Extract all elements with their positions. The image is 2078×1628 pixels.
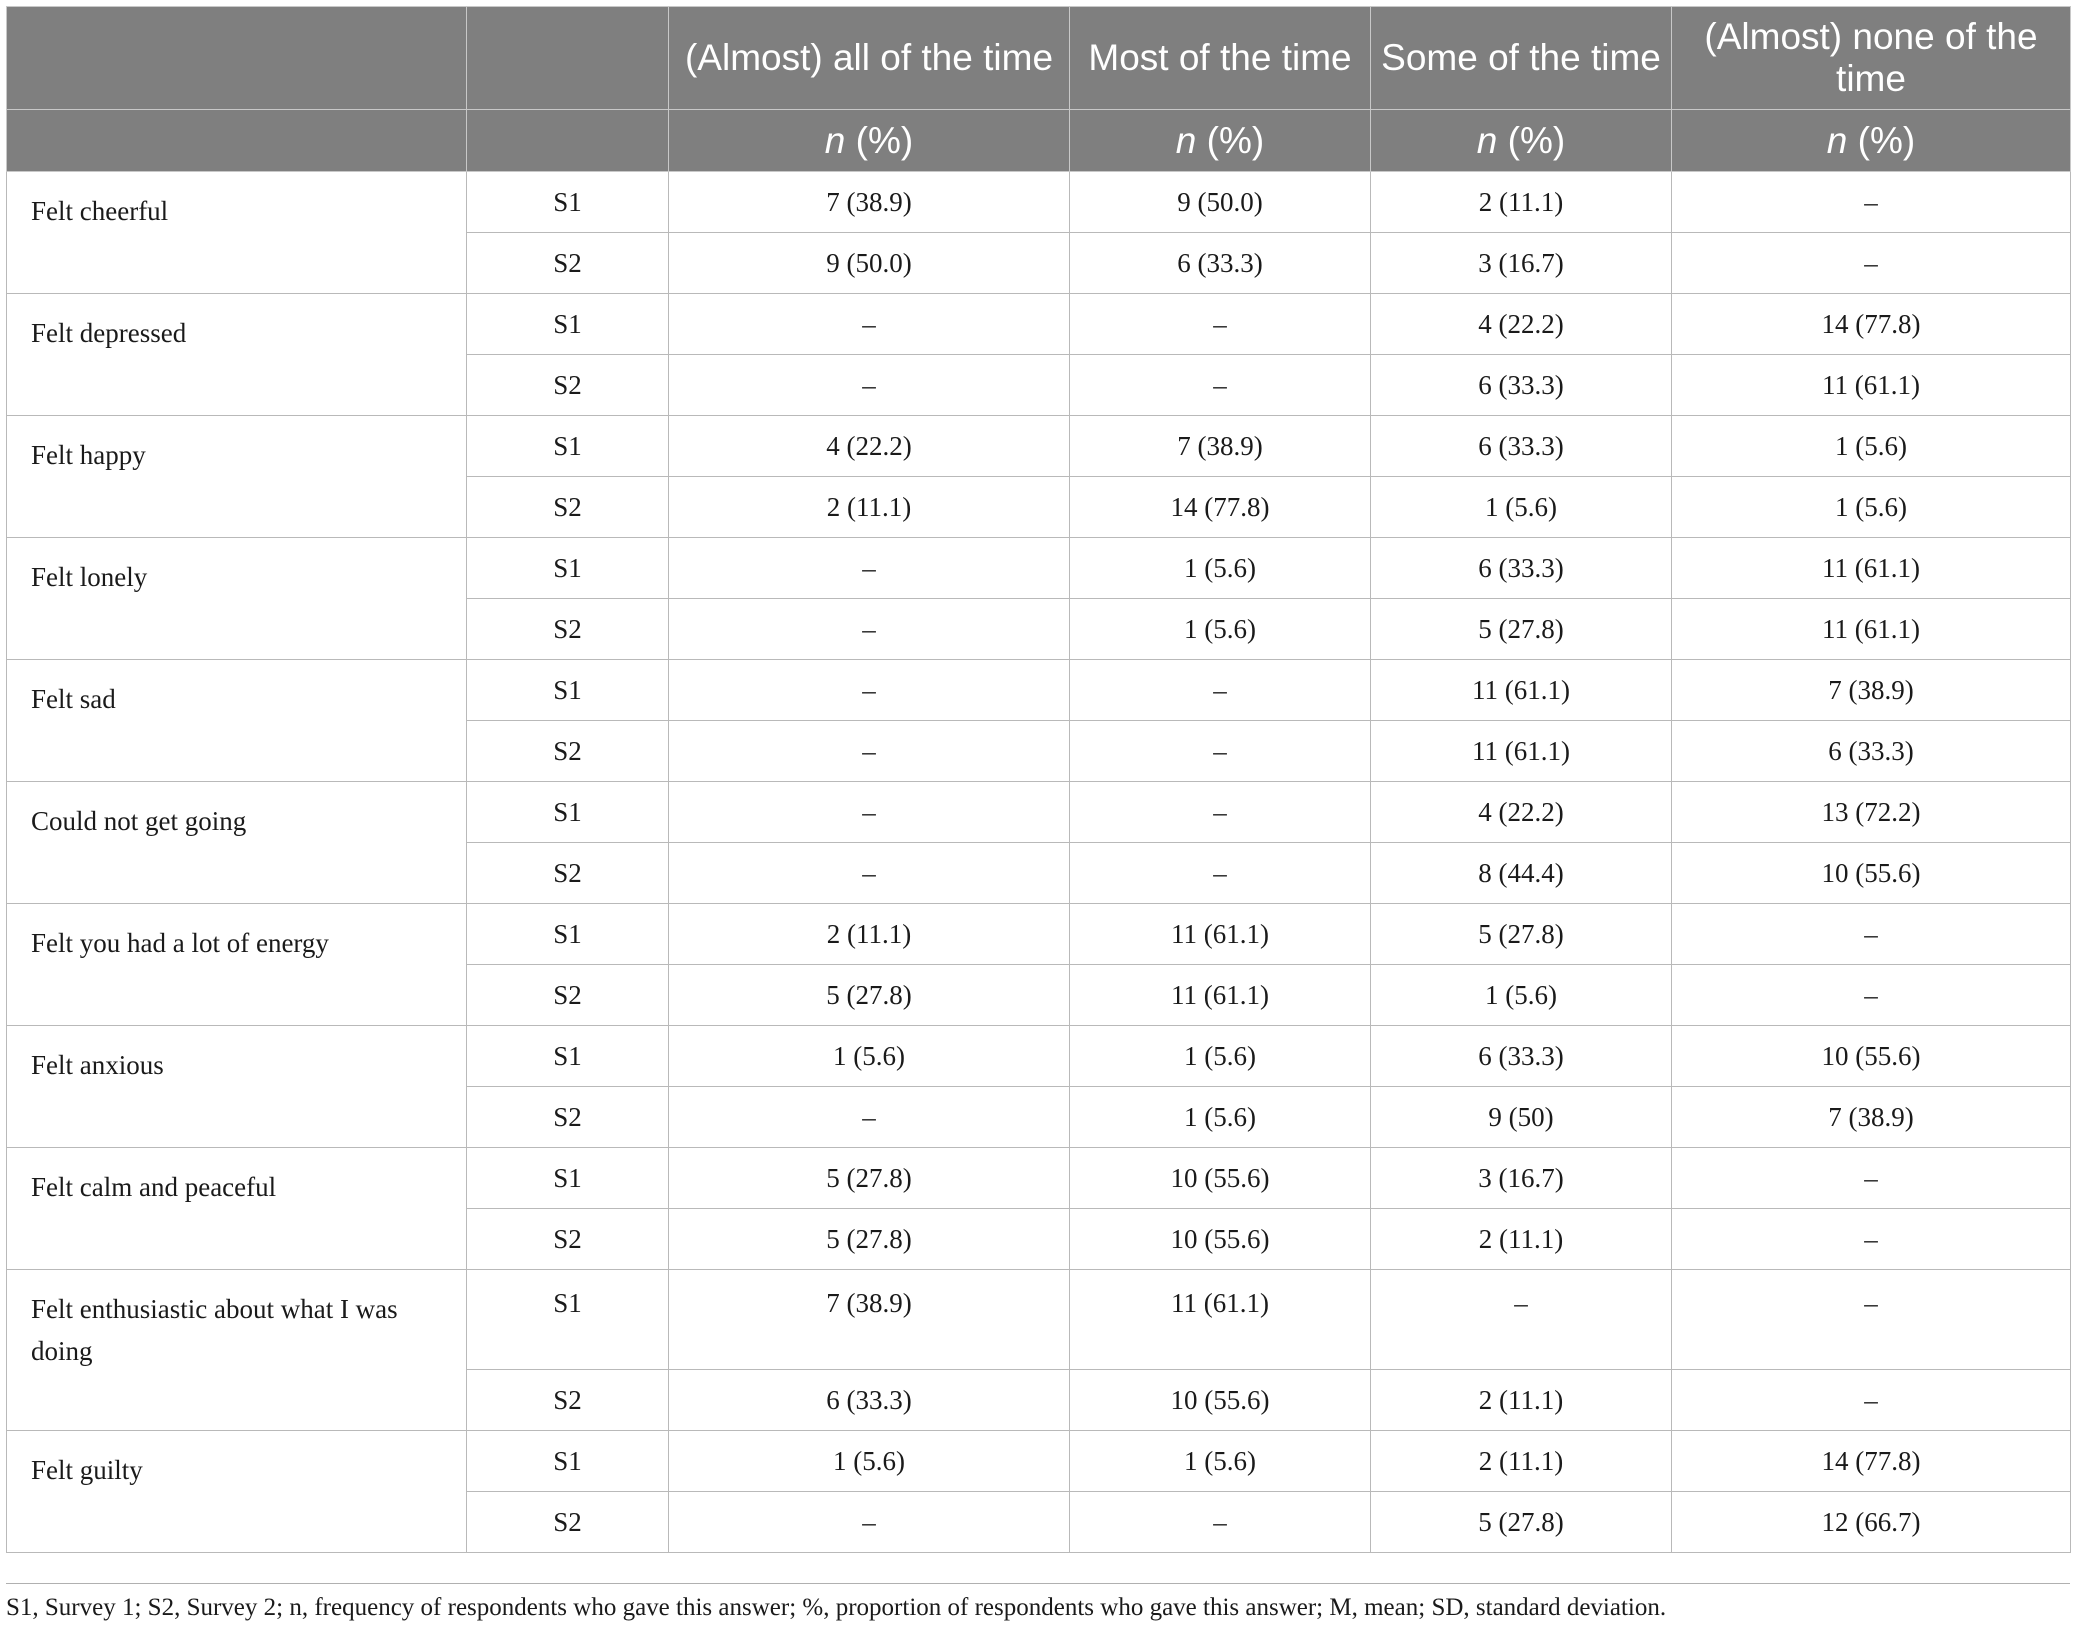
value-cell: 14 (77.8)	[1672, 1431, 2071, 1492]
value-cell: –	[1070, 843, 1371, 904]
header-row	[7, 7, 2071, 110]
footnote-divider	[6, 1583, 2070, 1584]
header-some: Some of the time	[1371, 7, 1672, 110]
table-row	[7, 294, 2071, 355]
value-cell: –	[1672, 1148, 2071, 1209]
value-cell: –	[1672, 965, 2071, 1026]
value-cell: 1 (5.6)	[1070, 1087, 1371, 1148]
value-cell: –	[669, 1492, 1070, 1553]
survey-cell: S1	[467, 538, 669, 599]
row-label: Felt cheerful	[7, 172, 467, 294]
value-cell: 13 (72.2)	[1672, 782, 2071, 843]
value-cell: –	[669, 294, 1070, 355]
value-cell: 11 (61.1)	[1070, 965, 1371, 1026]
value-cell: 9 (50.0)	[669, 233, 1070, 294]
row-label: Felt lonely	[7, 538, 467, 660]
row-label: Felt guilty	[7, 1431, 467, 1553]
value-cell: 7 (38.9)	[1070, 416, 1371, 477]
value-cell: –	[1070, 355, 1371, 416]
value-cell: –	[1070, 782, 1371, 843]
value-cell: 10 (55.6)	[1070, 1370, 1371, 1431]
table-row	[7, 538, 2071, 599]
survey-cell: S1	[467, 416, 669, 477]
table-row	[7, 1431, 2071, 1492]
survey-results-table	[6, 6, 2071, 1553]
survey-cell: S2	[467, 477, 669, 538]
value-cell: 9 (50.0)	[1070, 172, 1371, 233]
value-cell: –	[1070, 721, 1371, 782]
value-cell: –	[1070, 294, 1371, 355]
table-row	[7, 1270, 2071, 1370]
survey-cell: S1	[467, 782, 669, 843]
value-cell: 11 (61.1)	[1672, 355, 2071, 416]
row-label: Felt anxious	[7, 1026, 467, 1148]
row-label: Felt sad	[7, 660, 467, 782]
value-cell: 4 (22.2)	[1371, 782, 1672, 843]
value-cell: 1 (5.6)	[1371, 965, 1672, 1026]
value-cell: 10 (55.6)	[1070, 1209, 1371, 1270]
table-footnote: S1, Survey 1; S2, Survey 2; n, frequency of respondents who gave this answer; %, proportion of respondents who gave this answer; M, mean; SD, standard deviation.	[6, 1594, 1667, 1621]
value-cell: 6 (33.3)	[1371, 538, 1672, 599]
survey-cell: S2	[467, 599, 669, 660]
value-cell: 1 (5.6)	[669, 1026, 1070, 1087]
value-cell: 2 (11.1)	[1371, 1370, 1672, 1431]
value-cell: –	[669, 782, 1070, 843]
value-cell: 7 (38.9)	[669, 1270, 1070, 1370]
survey-cell: S1	[467, 1270, 669, 1370]
value-cell: 6 (33.3)	[1371, 416, 1672, 477]
value-cell: 10 (55.6)	[1070, 1148, 1371, 1209]
value-cell: 2 (11.1)	[1371, 1431, 1672, 1492]
value-cell: 11 (61.1)	[1672, 599, 2071, 660]
survey-cell: S2	[467, 1209, 669, 1270]
header-item	[7, 7, 467, 110]
value-cell: 11 (61.1)	[1070, 1270, 1371, 1370]
value-cell: 11 (61.1)	[1070, 904, 1371, 965]
value-cell: 14 (77.8)	[1070, 477, 1371, 538]
value-cell: 2 (11.1)	[1371, 172, 1672, 233]
value-cell: 6 (33.3)	[1371, 355, 1672, 416]
table-row	[7, 416, 2071, 477]
value-cell: –	[1672, 1209, 2071, 1270]
subheader-n-pct: n (%)	[1070, 110, 1371, 172]
survey-cell: S2	[467, 233, 669, 294]
value-cell: 14 (77.8)	[1672, 294, 2071, 355]
value-cell: –	[669, 721, 1070, 782]
row-label: Felt you had a lot of energy	[7, 904, 467, 1026]
row-label: Felt depressed	[7, 294, 467, 416]
value-cell: 4 (22.2)	[669, 416, 1070, 477]
value-cell: 1 (5.6)	[1672, 416, 2071, 477]
survey-cell: S1	[467, 660, 669, 721]
survey-cell: S2	[467, 843, 669, 904]
row-label: Felt enthusiastic about what I was doing	[7, 1270, 467, 1431]
table-row	[7, 660, 2071, 721]
survey-cell: S2	[467, 355, 669, 416]
value-cell: –	[1070, 1492, 1371, 1553]
value-cell: –	[1672, 904, 2071, 965]
subheader-row	[7, 110, 2071, 172]
value-cell: 1 (5.6)	[669, 1431, 1070, 1492]
value-cell: 4 (22.2)	[1371, 294, 1672, 355]
value-cell: 2 (11.1)	[669, 904, 1070, 965]
survey-cell: S2	[467, 1370, 669, 1431]
value-cell: –	[669, 843, 1070, 904]
value-cell: –	[669, 660, 1070, 721]
value-cell: –	[669, 538, 1070, 599]
value-cell: 7 (38.9)	[669, 172, 1070, 233]
value-cell: 2 (11.1)	[669, 477, 1070, 538]
value-cell: 10 (55.6)	[1672, 843, 2071, 904]
value-cell: 1 (5.6)	[1672, 477, 2071, 538]
survey-cell: S1	[467, 1431, 669, 1492]
data-table-container	[6, 6, 2070, 1553]
subheader-n-pct: n (%)	[1371, 110, 1672, 172]
value-cell: 1 (5.6)	[1070, 1431, 1371, 1492]
value-cell: –	[1672, 172, 2071, 233]
table-row	[7, 782, 2071, 843]
row-label: Felt calm and peaceful	[7, 1148, 467, 1270]
subheader-n-pct: n (%)	[669, 110, 1070, 172]
value-cell: –	[1672, 233, 2071, 294]
row-label: Could not get going	[7, 782, 467, 904]
survey-cell: S1	[467, 172, 669, 233]
value-cell: –	[1371, 1270, 1672, 1370]
value-cell: 11 (61.1)	[1371, 721, 1672, 782]
value-cell: 12 (66.7)	[1672, 1492, 2071, 1553]
value-cell: 10 (55.6)	[1672, 1026, 2071, 1087]
value-cell: 11 (61.1)	[1371, 660, 1672, 721]
value-cell: 6 (33.3)	[1672, 721, 2071, 782]
value-cell: 9 (50)	[1371, 1087, 1672, 1148]
value-cell: 1 (5.6)	[1371, 477, 1672, 538]
value-cell: 1 (5.6)	[1070, 1026, 1371, 1087]
value-cell: –	[669, 355, 1070, 416]
header-almost-none: (Almost) none of the time	[1672, 7, 2071, 110]
survey-cell: S1	[467, 904, 669, 965]
value-cell: 8 (44.4)	[1371, 843, 1672, 904]
subheader-empty	[7, 110, 467, 172]
table-row	[7, 172, 2071, 233]
value-cell: 3 (16.7)	[1371, 1148, 1672, 1209]
value-cell: 5 (27.8)	[1371, 599, 1672, 660]
value-cell: –	[1672, 1270, 2071, 1370]
value-cell: 5 (27.8)	[669, 965, 1070, 1026]
value-cell: 5 (27.8)	[669, 1148, 1070, 1209]
subheader-n-pct: n (%)	[1672, 110, 2071, 172]
value-cell: –	[1070, 660, 1371, 721]
subheader-empty	[467, 110, 669, 172]
header-almost-all: (Almost) all of the time	[669, 7, 1070, 110]
survey-cell: S1	[467, 1148, 669, 1209]
survey-cell: S2	[467, 1492, 669, 1553]
row-label: Felt happy	[7, 416, 467, 538]
table-row	[7, 904, 2071, 965]
survey-cell: S2	[467, 1087, 669, 1148]
value-cell: –	[669, 1087, 1070, 1148]
value-cell: 5 (27.8)	[669, 1209, 1070, 1270]
survey-cell: S1	[467, 294, 669, 355]
header-survey	[467, 7, 669, 110]
table-header	[7, 7, 2071, 172]
value-cell: 6 (33.3)	[669, 1370, 1070, 1431]
value-cell: –	[669, 599, 1070, 660]
value-cell: 3 (16.7)	[1371, 233, 1672, 294]
value-cell: 6 (33.3)	[1070, 233, 1371, 294]
table-row	[7, 1026, 2071, 1087]
survey-cell: S2	[467, 721, 669, 782]
value-cell: 11 (61.1)	[1672, 538, 2071, 599]
value-cell: 7 (38.9)	[1672, 660, 2071, 721]
header-most: Most of the time	[1070, 7, 1371, 110]
survey-cell: S1	[467, 1026, 669, 1087]
value-cell: –	[1672, 1370, 2071, 1431]
table-body	[7, 172, 2071, 1553]
value-cell: 6 (33.3)	[1371, 1026, 1672, 1087]
value-cell: 5 (27.8)	[1371, 1492, 1672, 1553]
value-cell: 7 (38.9)	[1672, 1087, 2071, 1148]
value-cell: 1 (5.6)	[1070, 538, 1371, 599]
value-cell: 1 (5.6)	[1070, 599, 1371, 660]
survey-cell: S2	[467, 965, 669, 1026]
table-row	[7, 1148, 2071, 1209]
value-cell: 2 (11.1)	[1371, 1209, 1672, 1270]
value-cell: 5 (27.8)	[1371, 904, 1672, 965]
